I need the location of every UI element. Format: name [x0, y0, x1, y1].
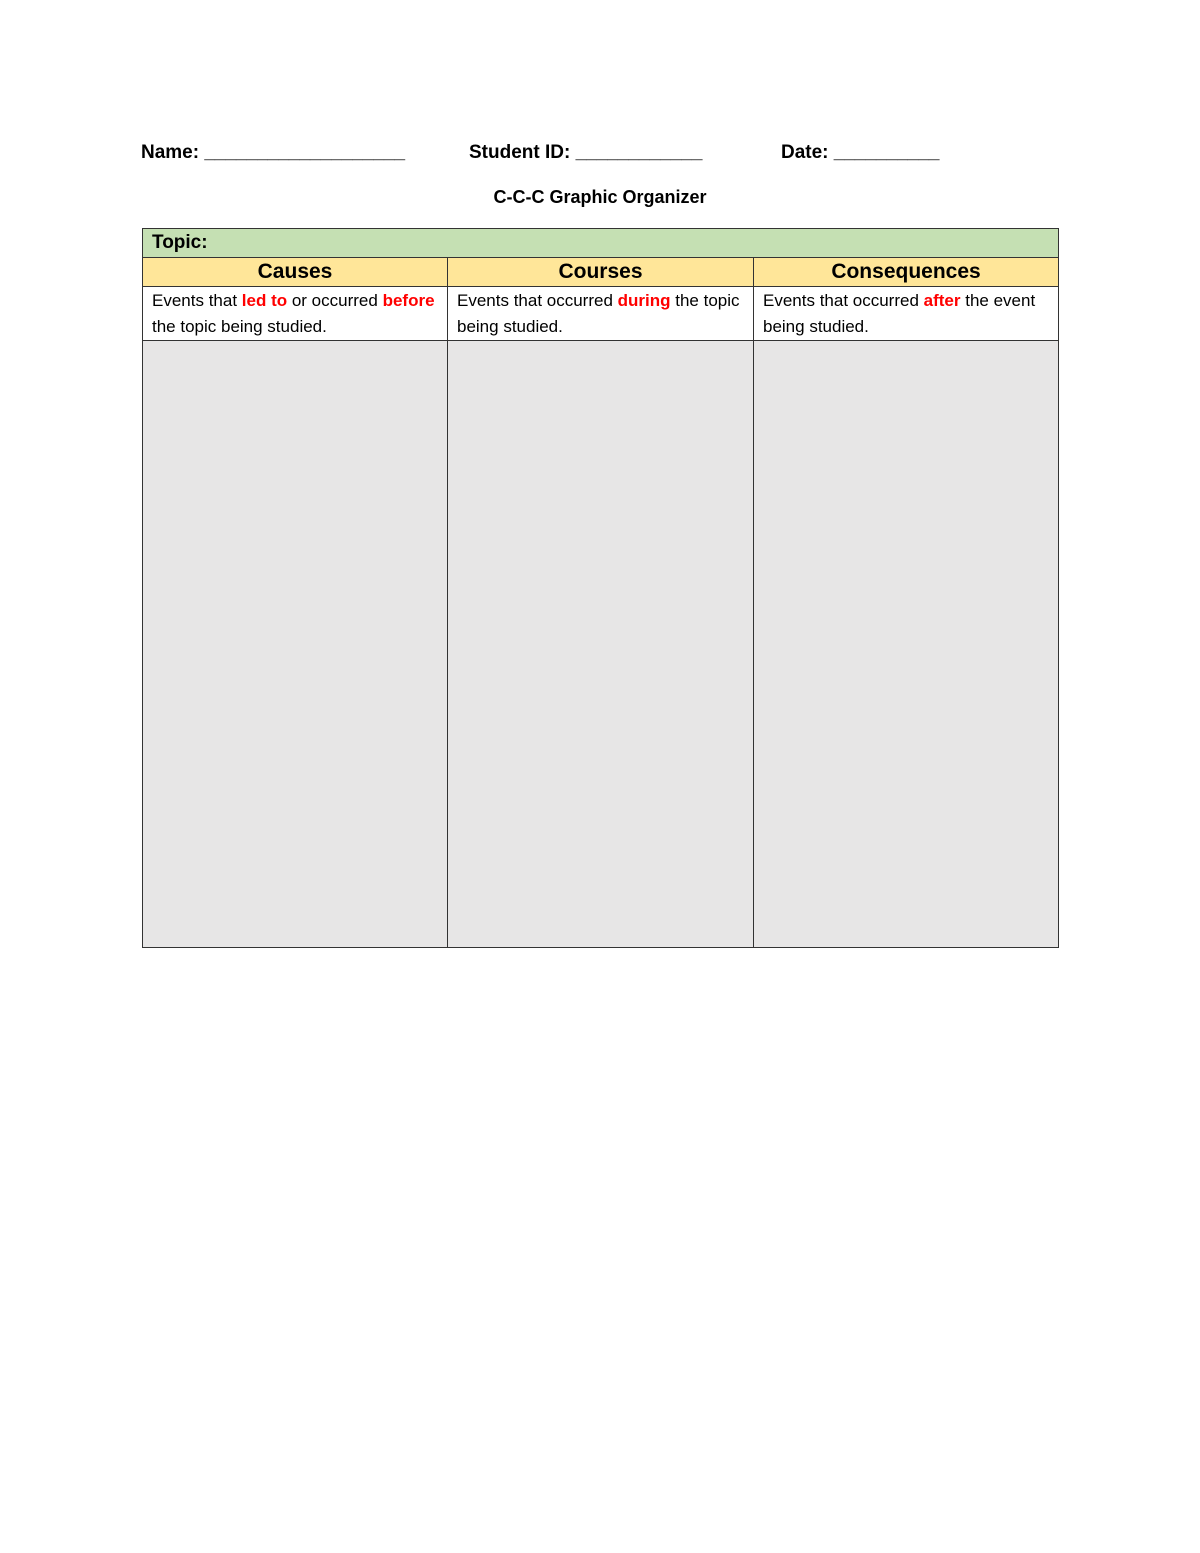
topic-label: Topic:: [152, 232, 208, 253]
causes-description: [143, 287, 448, 341]
causes-desc-highlight-led-to: led to: [241, 291, 288, 310]
courses-answer-area[interactable]: [448, 341, 754, 948]
document-title: C-C-C Graphic Organizer: [493, 187, 707, 207]
consequences-desc-text-2: the event being studied.: [763, 291, 1036, 336]
causes-desc-text-3: the topic being studied.: [152, 317, 327, 336]
date-field-label: Date: __________: [781, 142, 940, 163]
consequences-heading: Consequences: [754, 258, 1059, 287]
courses-desc-text-2: the topic being studied.: [457, 291, 740, 336]
consequences-desc-text-1: Events that occurred: [763, 291, 924, 310]
consequences-description: [754, 287, 1059, 341]
causes-heading: Causes: [143, 258, 448, 287]
causes-desc-text-2: or occurred: [287, 291, 383, 310]
topic-cell[interactable]: [143, 229, 1059, 258]
answer-row: [143, 341, 1059, 948]
header-row: [141, 142, 961, 170]
student-id-field-label: Student ID: ____________: [469, 142, 703, 163]
description-row: [143, 287, 1059, 341]
consequences-desc-highlight-after: after: [923, 291, 961, 310]
heading-row: [143, 258, 1059, 287]
causes-desc-highlight-before: before: [382, 291, 435, 310]
topic-row: [143, 229, 1059, 258]
courses-description: [448, 287, 754, 341]
causes-answer-area[interactable]: [143, 341, 448, 948]
courses-desc-highlight-during: during: [617, 291, 671, 310]
consequences-answer-area[interactable]: [754, 341, 1059, 948]
causes-desc-text-1: Events that: [152, 291, 242, 310]
ccc-organizer-table: [142, 228, 1059, 948]
courses-heading: Courses: [448, 258, 754, 287]
name-field-label: Name: ___________________: [141, 142, 406, 163]
courses-desc-text-1: Events that occurred: [457, 291, 618, 310]
